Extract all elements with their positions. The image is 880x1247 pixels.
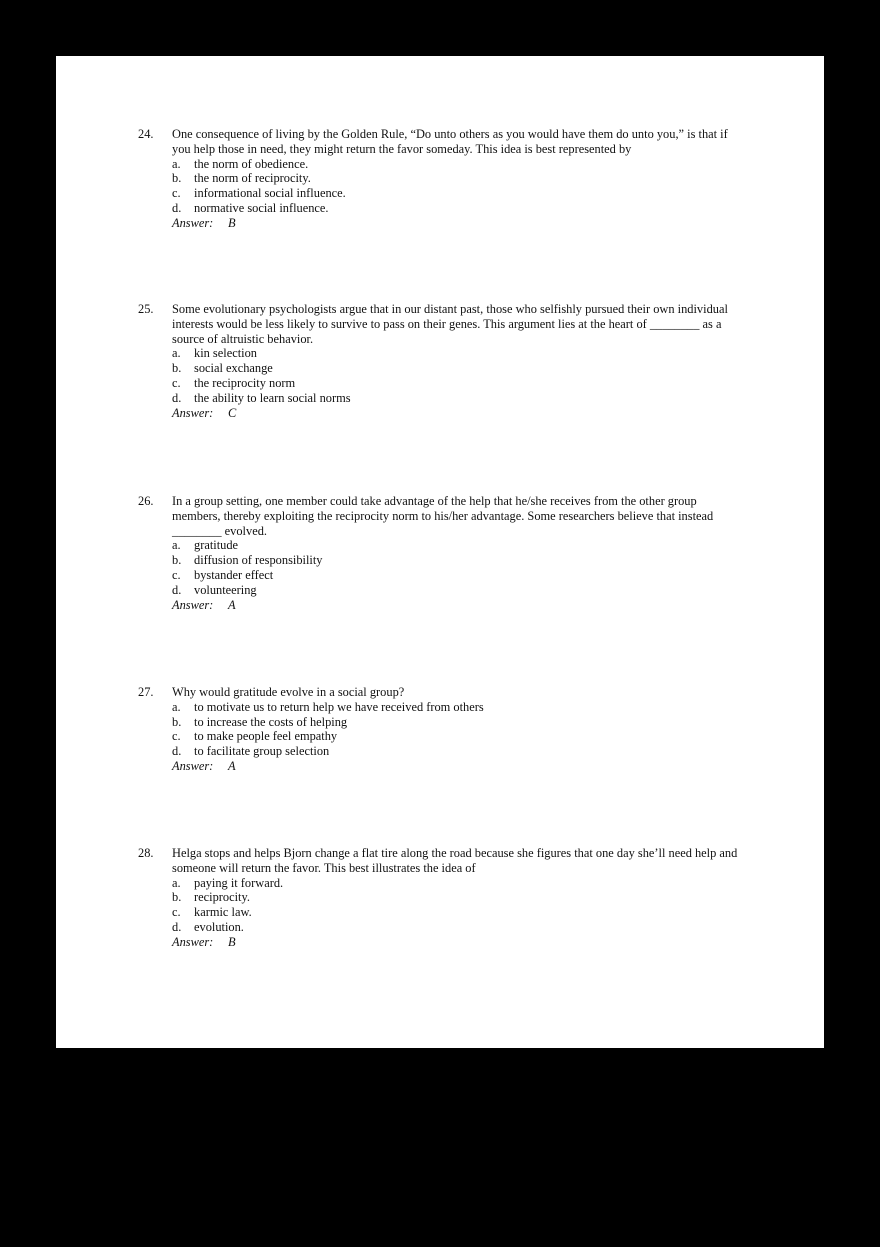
answer-value: B — [228, 934, 236, 949]
option-text: diffusion of responsibility — [194, 553, 323, 568]
option-letter: a. — [172, 699, 181, 714]
option-text: volunteering — [194, 582, 257, 597]
option-letter: b. — [172, 361, 182, 376]
answer-option-b — [172, 715, 758, 730]
option-letter: a. — [172, 875, 181, 890]
answer-value: C — [228, 405, 237, 420]
question-24 — [138, 127, 758, 231]
option-text: the norm of obedience. — [194, 156, 309, 171]
option-text: social exchange — [194, 361, 273, 376]
option-letter: a. — [172, 156, 181, 171]
question-number: 28. — [138, 846, 154, 860]
option-text: to facilitate group selection — [194, 744, 330, 759]
question-body — [172, 127, 758, 231]
question-text-line: source of altruistic behavior. — [172, 331, 314, 346]
option-text: to make people feel empathy — [194, 729, 338, 744]
question-text-line: Helga stops and helps Bjorn change a flat tire along the road because she figures that one day she’ll need help and — [172, 846, 738, 860]
answer-option-d — [172, 744, 758, 759]
option-text: the norm of reciprocity. — [194, 171, 311, 186]
answer-value: A — [228, 597, 236, 612]
answer-option-b — [172, 171, 758, 186]
question-body — [172, 494, 758, 612]
question-body — [172, 302, 758, 420]
question-number: 25. — [138, 302, 154, 316]
answer-option-a — [172, 346, 758, 361]
answer-label: Answer: — [172, 215, 214, 230]
answer-option-a — [172, 157, 758, 172]
question-25 — [138, 302, 758, 420]
answer-option-d — [172, 583, 758, 598]
question-text-line: members, thereby exploiting the reciprocity norm to his/her advantage. Some researchers believe that instead — [172, 508, 714, 523]
option-text: informational social influence. — [194, 186, 346, 201]
answer-option-c — [172, 568, 758, 583]
question-body — [172, 846, 758, 950]
option-text: bystander effect — [194, 567, 274, 582]
answer-option-d — [172, 391, 758, 406]
option-letter: a. — [172, 538, 181, 553]
option-letter: d. — [172, 582, 182, 597]
answer-option-c — [172, 729, 758, 744]
question-text-line: interests would be less likely to survive to pass on their genes. This argument lies at the heart of ________ as a — [172, 316, 722, 331]
answer-key — [172, 598, 758, 613]
option-letter: c. — [172, 375, 181, 390]
answer-option-a — [172, 538, 758, 553]
option-text: karmic law. — [194, 905, 252, 920]
answer-option-b — [172, 890, 758, 905]
option-letter: d. — [172, 919, 182, 934]
option-letter: c. — [172, 729, 181, 744]
question-text-line: One consequence of living by the Golden Rule, “Do unto others as you would have them do unto you,” is that if — [172, 127, 728, 141]
question-body — [172, 685, 758, 774]
option-letter: c. — [172, 186, 181, 201]
option-letter: b. — [172, 714, 182, 729]
answer-key — [172, 406, 758, 421]
question-text-line: Some evolutionary psychologists argue that in our distant past, those who selfishly pursued their own individual — [172, 302, 728, 316]
answer-label: Answer: — [172, 934, 214, 949]
question-number: 26. — [138, 494, 154, 508]
question-number: 24. — [138, 127, 154, 141]
answer-option-a — [172, 700, 758, 715]
option-text: evolution. — [194, 919, 244, 934]
option-text: to motivate us to return help we have received from others — [194, 699, 484, 714]
answer-key — [172, 935, 758, 950]
option-text: kin selection — [194, 346, 257, 361]
option-letter: a. — [172, 346, 181, 361]
option-letter: d. — [172, 200, 182, 215]
answer-key — [172, 759, 758, 774]
answer-option-c — [172, 905, 758, 920]
option-text: gratitude — [194, 538, 239, 553]
answer-value: B — [228, 215, 236, 230]
option-letter: b. — [172, 171, 182, 186]
answer-option-a — [172, 876, 758, 891]
question-text-line: ________ evolved. — [172, 523, 267, 538]
answer-key — [172, 216, 758, 231]
question-text-line: In a group setting, one member could take advantage of the help that he/she receives from the other group — [172, 494, 697, 508]
question-text-line: someone will return the favor. This best illustrates the idea of — [172, 860, 476, 875]
answer-option-c — [172, 376, 758, 391]
question-text-line: you help those in need, they might return the favor someday. This idea is best represented by — [172, 141, 632, 156]
question-28 — [138, 846, 758, 950]
option-text: the ability to learn social norms — [194, 390, 351, 405]
document-page — [56, 56, 824, 1048]
answer-option-d — [172, 920, 758, 935]
question-number: 27. — [138, 685, 154, 699]
option-text: reciprocity. — [194, 890, 250, 905]
answer-label: Answer: — [172, 758, 214, 773]
answer-option-c — [172, 186, 758, 201]
option-letter: c. — [172, 905, 181, 920]
answer-option-d — [172, 201, 758, 216]
answer-option-b — [172, 553, 758, 568]
option-text: paying it forward. — [194, 875, 284, 890]
option-letter: b. — [172, 890, 182, 905]
answer-option-b — [172, 361, 758, 376]
answer-value: A — [228, 758, 236, 773]
option-text: the reciprocity norm — [194, 375, 296, 390]
option-letter: d. — [172, 390, 182, 405]
option-letter: d. — [172, 744, 182, 759]
answer-label: Answer: — [172, 405, 214, 420]
option-text: to increase the costs of helping — [194, 714, 348, 729]
option-letter: b. — [172, 553, 182, 568]
option-text: normative social influence. — [194, 200, 329, 215]
question-27 — [138, 685, 758, 774]
question-26 — [138, 494, 758, 612]
question-text-line: Why would gratitude evolve in a social group? — [172, 685, 405, 699]
answer-label: Answer: — [172, 597, 214, 612]
option-letter: c. — [172, 567, 181, 582]
